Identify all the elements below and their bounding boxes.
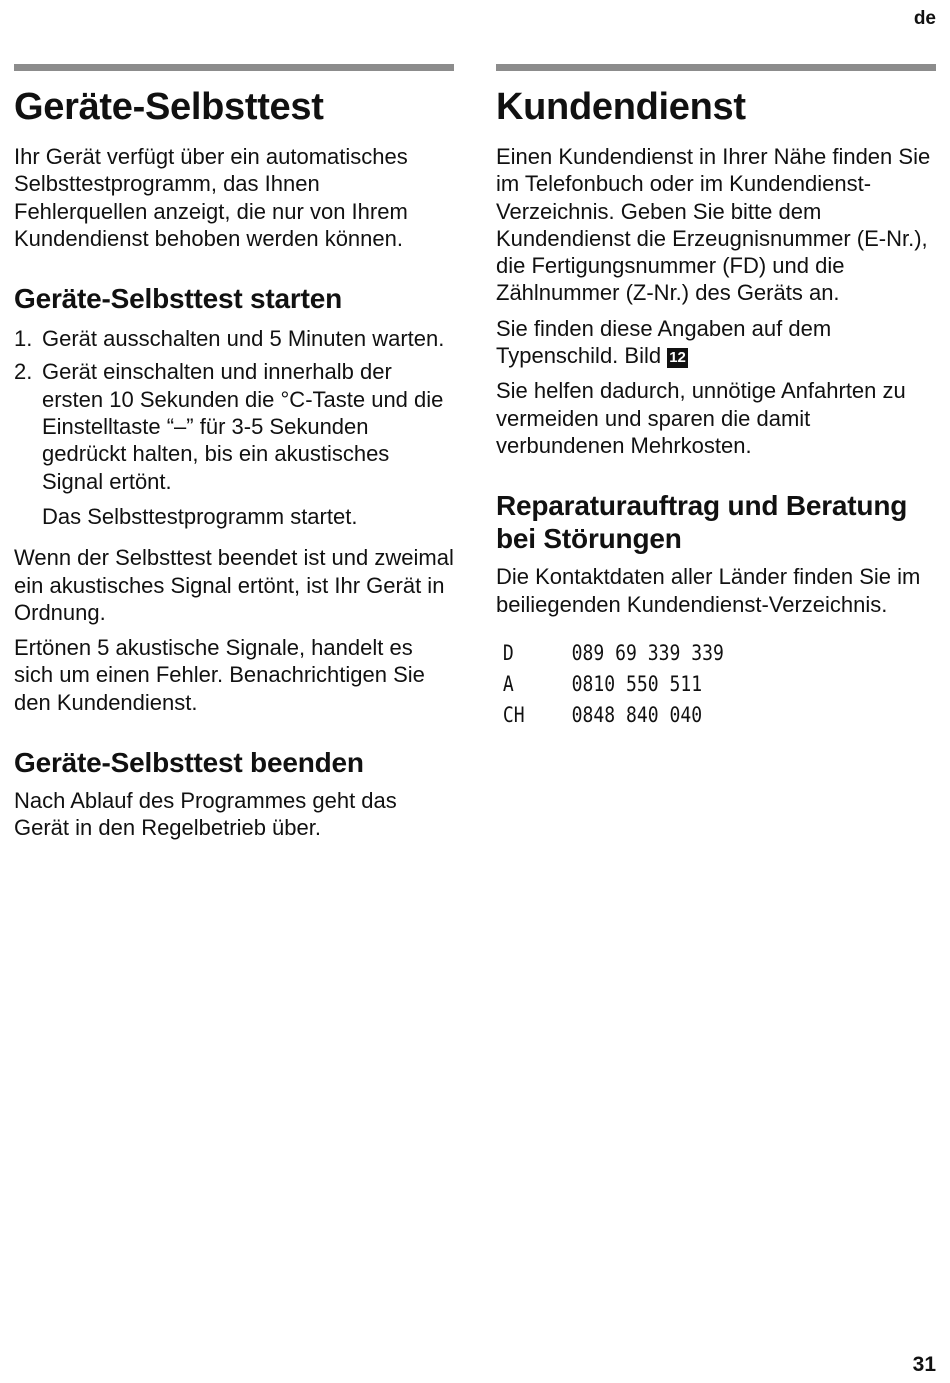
customer-service-title: Kundendienst <box>496 86 746 128</box>
phone-number: 0810 550 511 <box>571 671 703 696</box>
phone-number: 089 69 339 339 <box>571 640 724 665</box>
step-text: Gerät ausschalten und 5 Minuten warten. <box>42 326 445 352</box>
self-test-column <box>14 64 454 842</box>
helper-text: Sie helfen dadurch, unnötige Anfahrten zu vermeiden und sparen die damit verbundenen Mehrkosten. <box>496 378 906 458</box>
phone-number: 0848 840 040 <box>571 702 703 727</box>
self-test-intro: Ihr Gerät verfügt über ein automatisches Selbsttestprogramm, das Ihnen Fehlerquellen anzeigt, die nur von Ihrem Kundendienst behoben werden können. <box>14 144 408 251</box>
step-result: Das Selbsttestprogramm startet. <box>42 503 358 529</box>
self-test-title: Geräte-Selbsttest <box>14 86 324 128</box>
repair-text: Die Kontaktdaten aller Länder finden Sie im beiliegenden Kundendienst-Verzeichnis. <box>496 564 921 617</box>
step-item <box>14 358 454 494</box>
nameplate-text <box>496 315 936 370</box>
country-code: A <box>502 671 514 696</box>
language-label: de <box>913 8 936 29</box>
self-test-ok-text: Wenn der Selbsttest beendet ist und zweimal ein akustisches Signal ertönt, ist Ihr Gerät in Ordnung. <box>14 545 454 625</box>
start-steps <box>14 325 454 495</box>
step-number: 2. <box>14 359 33 385</box>
country-code: CH <box>502 702 525 727</box>
customer-service-intro: Einen Kundendienst in Ihrer Nähe finden Sie im Telefonbuch oder im Kundendienst-Verzeichnis. Geben Sie bitte dem Kundendienst die Erzeugnisnummer (E-Nr.), die Fertigungsnummer (FD) und die Zählnummer (Z-Nr.) des Geräts an. <box>496 144 931 306</box>
contact-row <box>496 638 874 669</box>
contact-row <box>496 700 874 731</box>
section-rule <box>14 64 454 71</box>
contact-row <box>496 669 874 700</box>
customer-service-column <box>496 64 936 731</box>
contact-list <box>496 638 936 731</box>
section-rule <box>496 64 936 71</box>
nameplate-text-label: Sie finden diese Angaben auf dem Typenschild. Bild <box>496 315 832 369</box>
country-code: D <box>502 640 514 665</box>
figure-ref-badge: 12 <box>669 349 686 367</box>
step-item <box>14 325 454 352</box>
page-number: 31 <box>912 1353 936 1376</box>
self-test-error-text: Ertönen 5 akustische Signale, handelt es sich um einen Fehler. Benachrichtigen Sie den Kundendienst. <box>14 635 425 715</box>
end-text: Nach Ablauf des Programmes geht das Gerät in den Regelbetrieb über. <box>14 788 397 841</box>
step-text: Gerät einschalten und innerhalb der ersten 10 Sekunden die °C-Taste und die Einstelltaste “–” für 3-5 Sekunden gedrückt halten, bis ein akustisches Signal ertönt. <box>42 359 444 494</box>
end-heading: Geräte-Selbsttest beenden <box>14 747 364 779</box>
start-heading: Geräte-Selbsttest starten <box>14 283 343 315</box>
repair-heading: Reparaturauftrag und Beratung bei Störungen <box>496 490 908 555</box>
step-number: 1. <box>14 326 33 352</box>
